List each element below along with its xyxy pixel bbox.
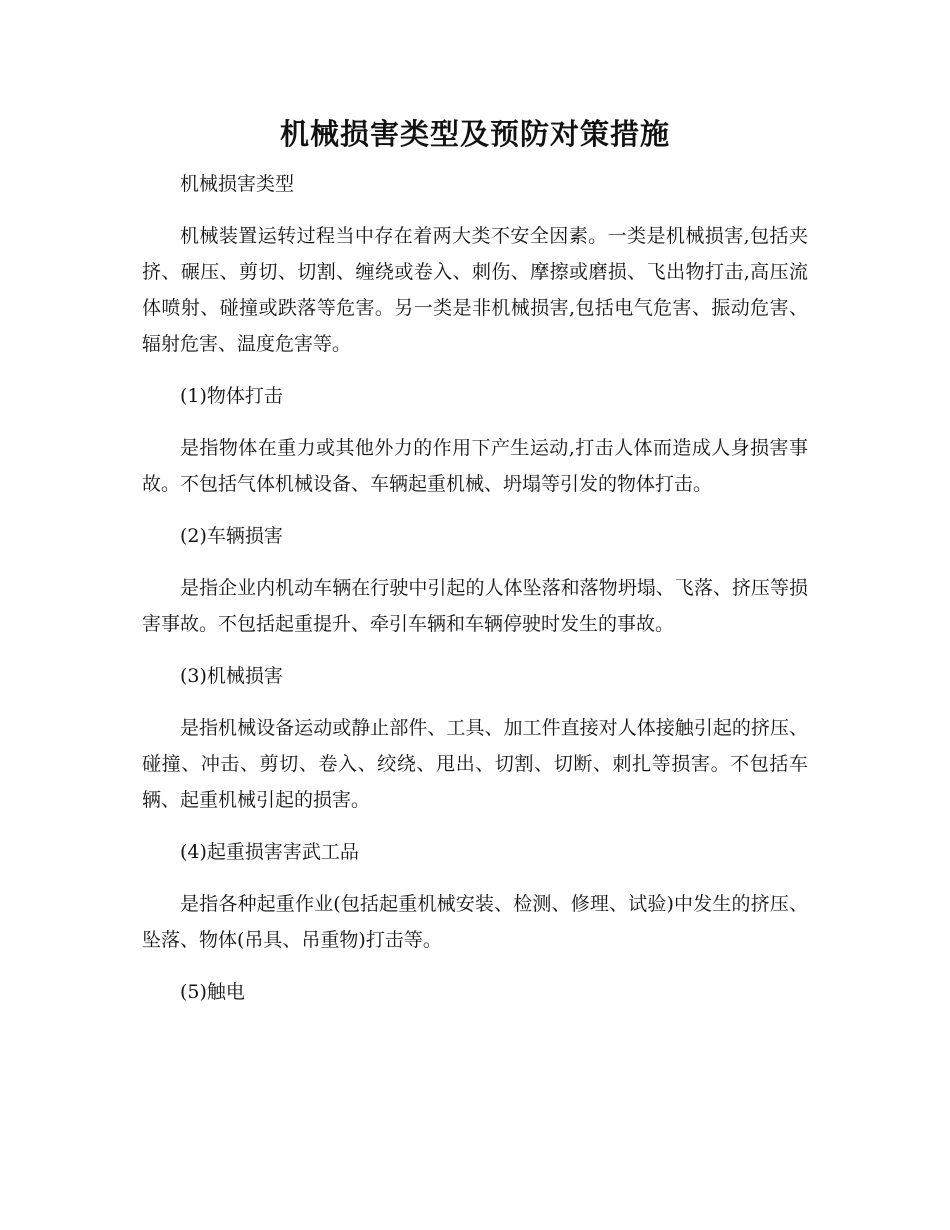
item-body-4: 是指各种起重作业(包括起重机械安装、检测、修理、试验)中发生的挤压、坠落、物体(吊具、吊重物)打击等。 [142, 893, 808, 951]
item-body-2: 是指企业内机动车辆在行驶中引起的人体坠落和落物坍塌、飞落、挤压等损害事故。不包括起重提升、牵引车辆和车辆停驶时发生的事故。 [142, 577, 808, 635]
item-heading-1: (1)物体打击 [180, 385, 283, 407]
item-body-3: 是指机械设备运动或静止部件、工具、加工件直接对人体接触引起的挤压、碰撞、冲击、剪切、卷入、绞绕、甩出、切割、切断、刺扎等损害。不包括车辆、起重机械引起的损害。 [142, 717, 808, 811]
intro-paragraph: 机械装置运转过程当中存在着两大类不安全因素。一类是机械损害,包括夹挤、碾压、剪切、切割、缠绕或卷入、刺伤、摩擦或磨损、飞出物打击,高压流体喷射、碰撞或跌落等危害。另一类是非机械损害,包括电气危害、振动危害、辐射危害、温度危害等。 [142, 225, 808, 355]
item-body-1: 是指物体在重力或其他外力的作用下产生运动,打击人体而造成人身损害事故。不包括气体机械设备、车辆起重机械、坍塌等引发的物体打击。 [142, 437, 808, 495]
section-label: 机械损害类型 [180, 173, 295, 195]
item-heading-5: (5)触电 [180, 981, 245, 1003]
document-title: 机械损害类型及预防对策措施 [279, 117, 670, 151]
item-heading-3: (3)机械损害 [180, 665, 283, 687]
item-heading-4: (4)起重损害害武工品 [180, 841, 359, 863]
item-heading-2: (2)车辆损害 [180, 525, 283, 547]
